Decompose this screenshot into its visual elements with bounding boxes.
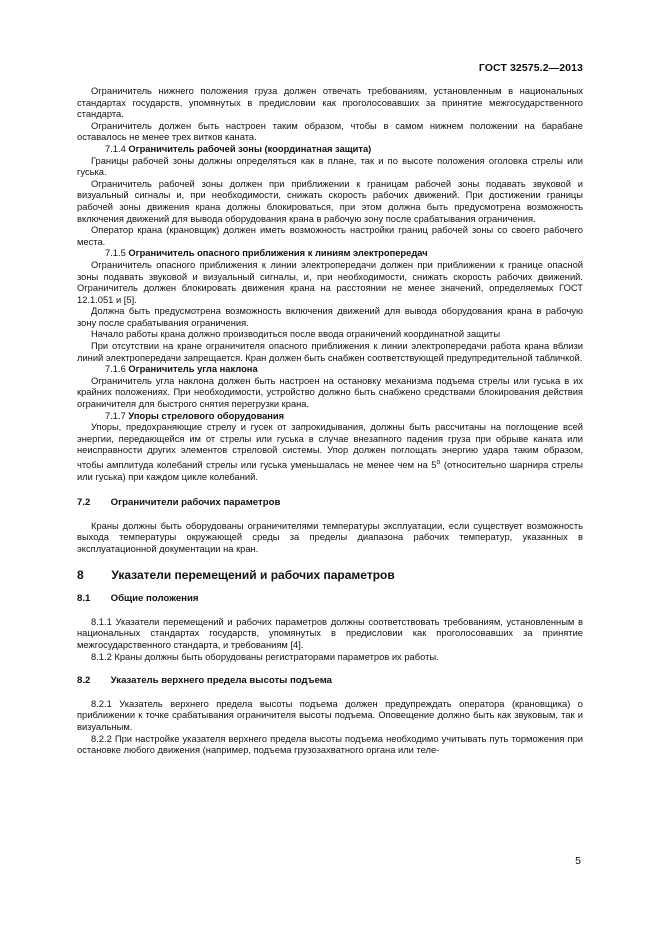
paragraph-text: (относительно шарнира стрелы или гуська) при каждом цикле колебаний. xyxy=(77,460,583,482)
chapter-heading-8 xyxy=(77,567,583,582)
paragraph: Ограничитель опасного приближения к линии электропередачи должен при приближении к границе опасной зоны подавать звуковой и визуальный сигналы, и, при необходимости, снижать скорость рабочих движений. Ограничитель должен блокировать движения крана на расстоянии не менее значений, определяемых ГОСТ 12.1.051 и [5]. xyxy=(77,259,583,305)
section-title: Указатель верхнего предела высоты подъема xyxy=(110,675,333,687)
subsection-title: Упоры стрелового оборудования xyxy=(128,410,285,421)
subsection-heading-7-1-5 xyxy=(77,248,583,260)
subsection-heading-7-1-7 xyxy=(77,411,583,423)
paragraph: 8.2.2 При настройке указателя верхнего предела высоты подъема необходимо учитывать путь торможения при остановке любого движения (например, подъема грузозахватного органа или теле- xyxy=(77,733,583,756)
subsection-title: Ограничитель рабочей зоны (координатная защита) xyxy=(128,143,372,154)
chapter-title: Указатели перемещений и рабочих параметров xyxy=(111,567,395,582)
subsection-number: 7.1.6 xyxy=(105,364,126,375)
subsection-title: Ограничитель опасного приближения к линиям электропередач xyxy=(128,248,428,259)
paragraph: Краны должны быть оборудованы ограничителями температуры эксплуатации, если существует возможность выхода температуры окружающей среды за пределы диапазона рабочих температур, указанных в эксплуатационной документации на кран. xyxy=(77,520,583,555)
subsection-title: Ограничитель угла наклона xyxy=(128,364,258,375)
section-number: 7.2 xyxy=(77,497,91,509)
section-heading-7-2 xyxy=(77,497,583,509)
section-heading-8-2 xyxy=(77,675,583,687)
degree-sign: о xyxy=(436,459,441,466)
paragraph: Должна быть предусмотрена возможность включения движений для вывода оборудования крана в рабочую зону после срабатывания ограничения. xyxy=(77,306,583,328)
paragraph: 8.1.1 Указатели перемещений и рабочих параметров должны соответствовать требованиям, установленным в национальных стандартах государств, упомянутых в предисловии как проголосовавших за принятие межгосударственного стандарта, и требованиям [4]. xyxy=(77,616,583,651)
paragraph: Ограничитель должен быть настроен таким образом, чтобы в самом нижнем положении на барабане оставалось не менее трех витков каната. xyxy=(77,120,583,143)
section-number: 8.2 xyxy=(77,675,91,687)
section-title: Ограничители рабочих параметров xyxy=(110,497,281,509)
paragraph: 8.2.1 Указатель верхнего предела высоты подъема должен предупреждать оператора (крановщика) о приближении к точке срабатывания ограничителя высоты подъема. Оповещение должно быть как звуковым, так и визуальным. xyxy=(77,698,583,733)
paragraph: Ограничитель нижнего положения груза должен отвечать требованиям, установленным в национальных стандартах государств, упомянутых в предисловии как проголосовавших за принятие межгосударственного стандарта. xyxy=(77,86,583,120)
paragraph: Оператор крана (крановщик) должен иметь возможность настройки границ рабочей зоны со своего рабочего места. xyxy=(77,225,583,247)
paragraph-text: Упоры, предохраняющие стрелу и гусек от запрокидывания, должны быть рассчитаны на поглощение всей энергии, передающейся им от стрелы или гуська в случае внезапного падения груза при обрыве каната или неисправности других элементов стреловой системы. Упор должен поглощать энергию удара таким образом, чтобы амплитуда колебаний стрелы или гуська уменьшалась не менее чем на 5 xyxy=(77,422,583,471)
section-number: 8.1 xyxy=(77,593,91,605)
section-heading-8-1 xyxy=(77,593,583,605)
paragraph: Ограничитель рабочей зоны должен при приближении к границам рабочей зоны подавать звуковой и визуальный сигналы и, при необходимости, снижать скорость рабочих движений. При достижении границы рабочей зоны движения крана должны блокироваться, при этом должна быть предусмотрена возможность включения движений для вывода оборудования крана в рабочую зону после срабатывания ограничения. xyxy=(77,178,583,224)
subsection-number: 7.1.5 xyxy=(105,248,126,259)
subsection-number: 7.1.4 xyxy=(105,143,126,154)
paragraph: При отсутствии на кране ограничителя опасного приближения к линии электропередачи работа крана вблизи линий электропередачи запрещается. Кран должен быть снабжен соответствующей предупредительной табличкой. xyxy=(77,341,583,363)
document-id-header: ГОСТ 32575.2—2013 xyxy=(478,62,583,74)
chapter-number: 8 xyxy=(77,567,84,582)
paragraph: 8.1.2 Краны должны быть оборудованы регистраторами параметров их работы. xyxy=(91,651,439,662)
paragraph: Начало работы крана должно производиться после ввода ограничений координатной защиты xyxy=(91,329,501,340)
subsection-heading-7-1-4 xyxy=(77,144,583,156)
page-number: 5 xyxy=(575,855,581,867)
document-body xyxy=(77,86,583,757)
section-title: Общие положения xyxy=(110,593,199,605)
paragraph: Границы рабочей зоны должны определяться как в плане, так и по высоте положения оголовка стрелы или гуська. xyxy=(77,155,583,178)
subsection-number: 7.1.7 xyxy=(105,410,126,421)
paragraph xyxy=(77,422,583,483)
paragraph: Ограничитель угла наклона должен быть настроен на остановку механизма подъема стрелы или гуська в их крайних положениях. При необходимости, устройство должно быть снабжено средствами блокирования действия ограничителя для быстрого снятия перегрузки крана. xyxy=(77,375,583,410)
subsection-heading-7-1-6 xyxy=(77,364,583,376)
